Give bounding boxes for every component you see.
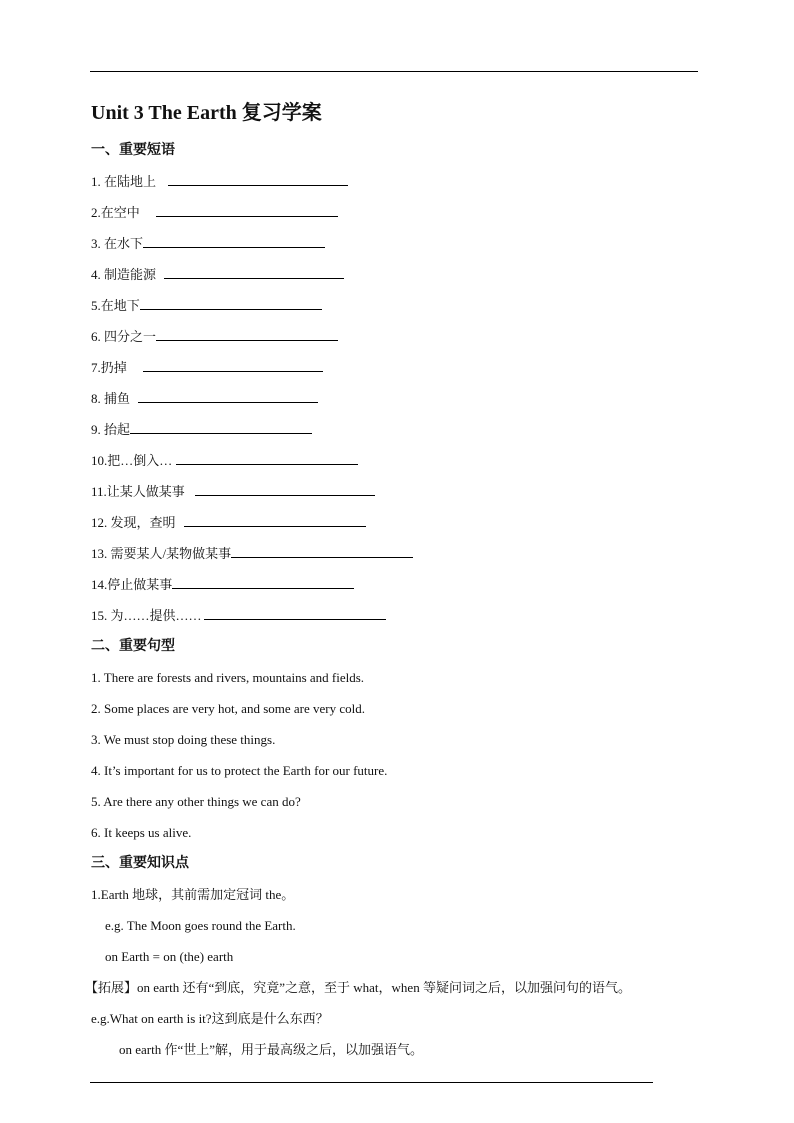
answer-blank[interactable] [156,326,338,341]
answer-blank[interactable] [140,295,322,310]
phrase-item-3: 3. 在水下 [91,228,711,259]
phrase-item-6: 6. 四分之一 [91,321,711,352]
document-body [85,98,711,1065]
answer-blank[interactable] [164,264,344,279]
header-rule [90,71,698,72]
sentence-item-6: 6. It keeps us alive. [91,825,192,840]
example-sentence: e.g.What on earth is it?这到底是什么东西？ [91,1011,329,1026]
sentence-item-3: 3. We must stop doing these things. [91,732,276,747]
answer-blank[interactable] [138,388,318,403]
answer-blank[interactable] [130,419,312,434]
phrase-item-2: 2.在空中 [91,197,711,228]
phrase-item-15: 15. 为……提供…… [91,600,711,631]
sentence-item-5: 5. Are there any other things we can do? [91,794,301,809]
phrase-item-14: 14.停止做某事 [91,569,711,600]
phrase-item-13: 13. 需要某人/某物做某事 [91,538,711,569]
phrase-item-4: 4. 制造能源 [91,259,711,290]
answer-blank[interactable] [231,543,413,558]
section-heading-phrases: 一、重要短语 [91,143,175,158]
sentence-item-2: 2. Some places are very hot, and some are very cold. [91,701,365,716]
phrase-item-9: 9. 抬起 [91,414,711,445]
phrase-item-5: 5.在地下 [91,290,711,321]
knowledge-item: 1.Earth 地球，其前需加定冠词 the。 [91,887,295,902]
answer-blank[interactable] [143,357,323,372]
page-title: Unit 3 The Earth 复习学案 [91,102,322,124]
footer-rule [90,1082,653,1083]
phrase-item-12: 12. 发现，查明 [91,507,711,538]
phrase-item-7: 7.扔掉 [91,352,711,383]
phrase-item-1: 1. 在陆地上 [91,166,711,197]
answer-blank[interactable] [156,202,338,217]
answer-blank[interactable] [172,574,354,589]
answer-blank[interactable] [143,233,325,248]
phrase-item-11: 11.让某人做某事 [91,476,711,507]
answer-blank[interactable] [204,605,386,620]
phrase-item-10: 10.把…倒入… [91,445,711,476]
sentence-item-4: 4. It’s important for us to protect the Earth for our future. [91,763,388,778]
example-sentence: e.g. The Moon goes round the Earth. [105,918,296,933]
answer-blank[interactable] [184,512,366,527]
answer-blank[interactable] [168,171,348,186]
answer-blank[interactable] [195,481,375,496]
section-heading-knowledge: 三、重要知识点 [91,856,189,871]
section-heading-sentences: 二、重要句型 [91,639,175,654]
knowledge-note: on Earth = on (the) earth [105,949,234,964]
phrase-item-8: 8. 捕鱼 [91,383,711,414]
sentence-item-1: 1. There are forests and rivers, mountains and fields. [91,670,365,685]
knowledge-note: on earth 作“世上”解，用于最高级之后，以加强语气。 [119,1042,424,1057]
extension-note: 【拓展】on earth 还有“到底，究竟”之意，至于 what，when 等疑问词之后，以加强问句的语气。 [85,980,631,995]
answer-blank[interactable] [176,450,358,465]
